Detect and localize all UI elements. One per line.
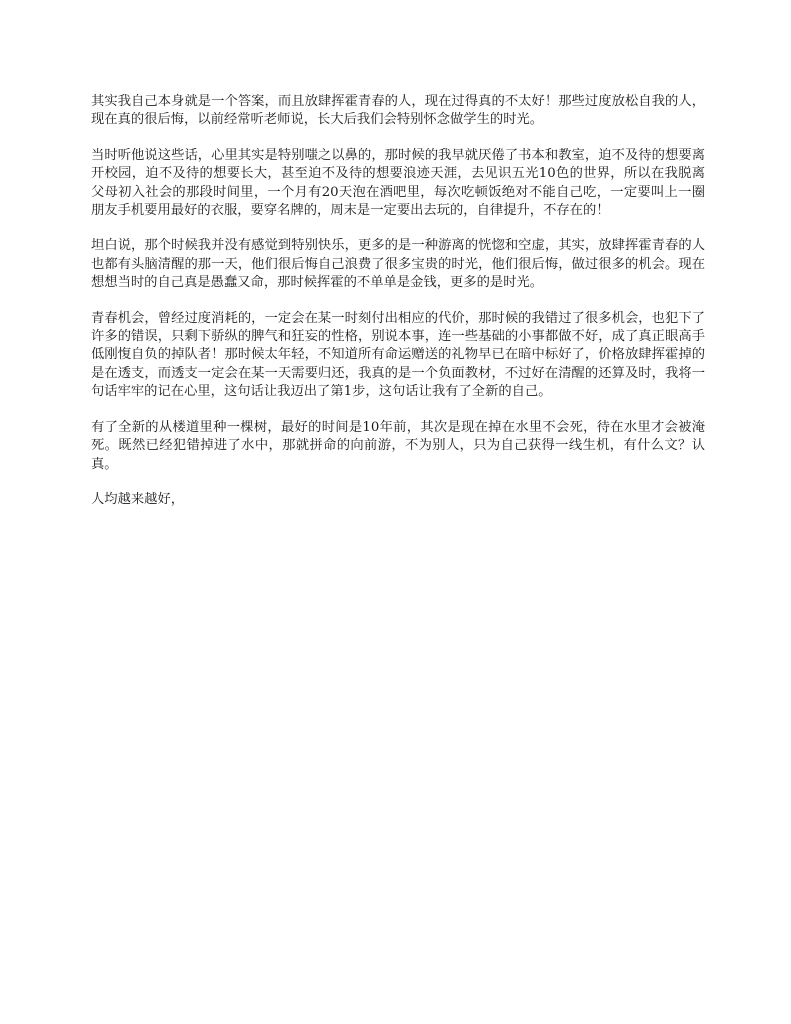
paragraph-2: 当时听他说这些话，心里其实是特别嗤之以鼻的，那时候的我早就厌倦了书本和教室，迫不及待的想要离开校园，迫不及待的想要长大，甚至迫不及待的想要浪迹天涯，去见识五光10色的世界，所以在我脱离父母初入社会的那段时间里，一个月有20天泡在酒吧里，每次吃顿饭绝对不能自己吃，一定要叫上一圈朋友手机要用最好的衣服，要穿名牌的，周末是一定要出去玩的，自律提升，不存在的！ bbox=[91, 147, 705, 219]
paragraph-5: 有了全新的从楼道里种一棵树，最好的时间是10年前，其次是现在掉在水里不会死，待在水里才会被淹死。既然已经犯错掉进了水中，那就拼命的向前游，不为别人，只为自己获得一线生机，有什么文？认真。 bbox=[91, 419, 705, 472]
document-body bbox=[91, 93, 705, 526]
paragraph-3: 坦白说，那个时候我并没有感觉到特别快乐，更多的是一种游离的恍惚和空虚，其实，放肆挥霍青春的人也都有头脑清醒的那一天，他们很后悔自己浪费了很多宝贵的时光，他们很后悔，做过很多的机会。现在想想当时的自己真是愚蠢又命，那时候挥霍的不单单是金钱，更多的是时光。 bbox=[91, 238, 705, 291]
paragraph-4: 青春机会，曾经过度消耗的，一定会在某一时刻付出相应的代价，那时候的我错过了很多机会，也犯下了许多的错误，只剩下骄纵的脾气和狂妄的性格，别说本事，连一些基础的小事都做不好，成了真正眼高手低刚愎自负的掉队者！那时候太年轻，不知道所有命运赠送的礼物早已在暗中标好了，价格放肆挥霍掉的是在透支，而透支一定会在某一天需要归还，我真的是一个负面教材，不过好在清醒的还算及时，我将一句话牢牢的记在心里，这句话让我迈出了第1步，这句话让我有了全新的自己。 bbox=[91, 310, 705, 400]
paragraph-6: 人均越来越好， bbox=[91, 491, 185, 507]
paragraph-1: 其实我自己本身就是一个答案，而且放肆挥霍青春的人，现在过得真的不太好！那些过度放松自我的人，现在真的很后悔，以前经常听老师说，长大后我们会特别怀念做学生的时光。 bbox=[91, 94, 705, 128]
